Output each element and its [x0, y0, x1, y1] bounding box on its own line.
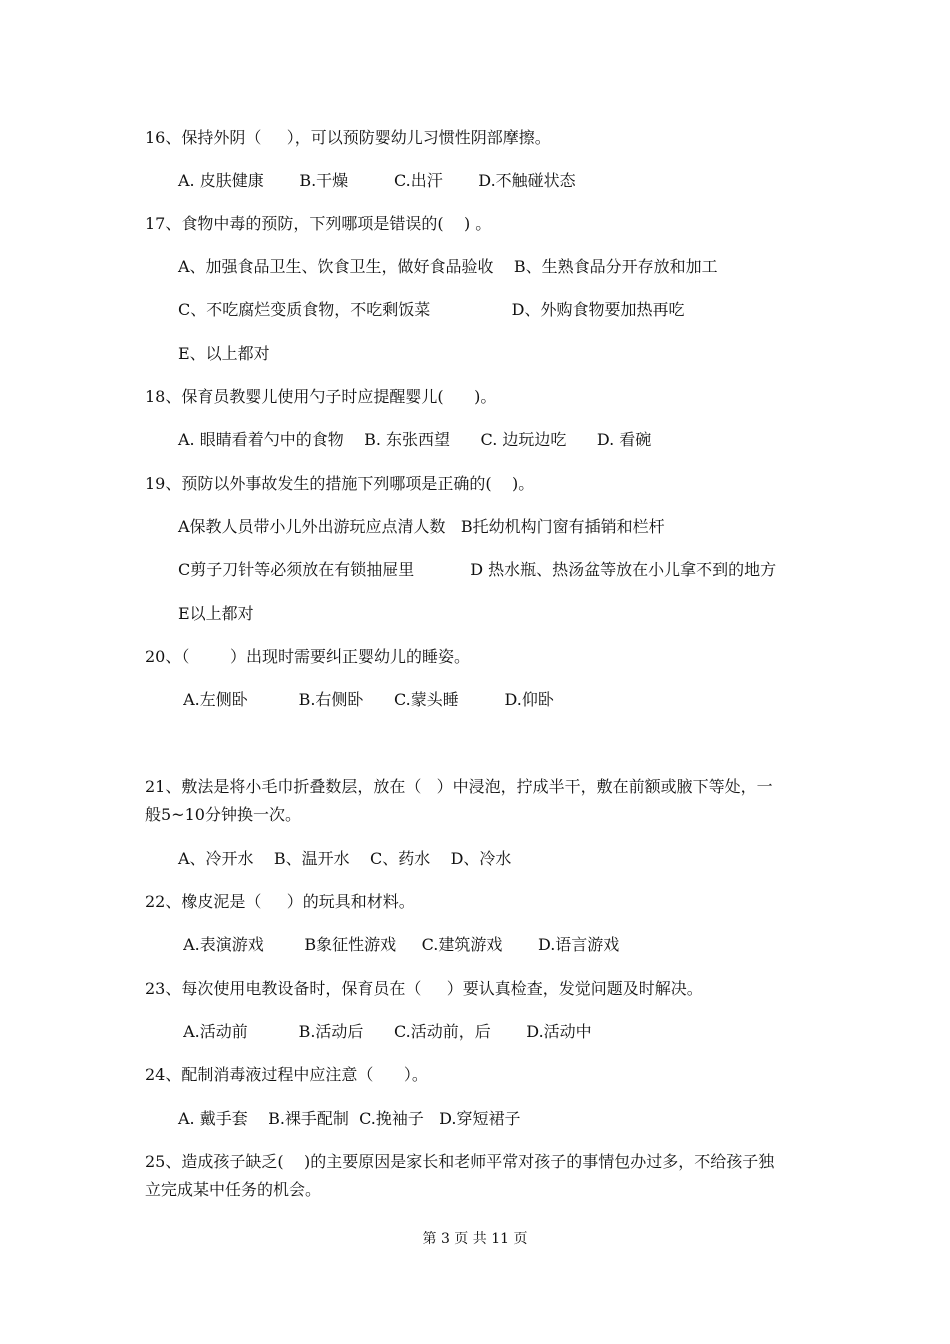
question-17-options-2: C、不吃腐烂变质食物，不吃剩饭菜 D、外购食物要加热再吃 [178, 300, 685, 319]
question-18-stem: 18、保育员教婴儿使用勺子时应提醒婴儿( )。 [145, 387, 497, 406]
question-17-options-3: E、以上都对 [178, 344, 270, 363]
question-22-stem: 22、橡皮泥是（ ）的玩具和材料。 [145, 892, 415, 911]
question-24-stem: 24、配制消毒液过程中应注意（ ）。 [145, 1065, 428, 1084]
question-25-stem-line2: 立完成某中任务的机会。 [145, 1180, 322, 1199]
page-footer: 第 3 页 共 11 页 [422, 1231, 528, 1247]
question-22-options: A.表演游戏 B象征性游戏 C.建筑游戏 D.语言游戏 [178, 935, 620, 954]
question-19-options-1: A保教人员带小儿外出游玩应点清人数 B托幼机构门窗有插销和栏杆 [178, 517, 665, 536]
question-21-stem-line1: 21、敷法是将小毛巾折叠数层，放在（ ）中浸泡，拧成半干，敷在前额或腋下等处，一 [145, 777, 773, 796]
question-17-stem: 17、食物中毒的预防，下列哪项是错误的( ) 。 [145, 214, 492, 233]
question-21-options: A、冷开水 B、温开水 C、药水 D、冷水 [178, 849, 512, 868]
question-23-options: A.活动前 B.活动后 C.活动前，后 D.活动中 [178, 1022, 592, 1041]
question-20-options: A.左侧卧 B.右侧卧 C.蒙头睡 D.仰卧 [178, 690, 554, 709]
question-24-options: A. 戴手套 B.裸手配制 C.挽袖子 D.穿短裙子 [178, 1109, 521, 1128]
question-17-options-1: A、加强食品卫生、饮食卫生，做好食品验收 B、生熟食品分开存放和加工 [178, 257, 718, 276]
question-19-stem: 19、预防以外事故发生的措施下列哪项是正确的( )。 [145, 474, 535, 493]
question-19-options-3: E以上都对 [178, 604, 254, 623]
question-20-stem: 20、（ ）出现时需要纠正婴幼儿的睡姿。 [145, 647, 471, 666]
question-18-options: A. 眼睛看着勺中的食物 B. 东张西望 C. 边玩边吃 D. 看碗 [178, 430, 652, 449]
question-16-options: A. 皮肤健康 B.干燥 C.出汗 D.不触碰状态 [178, 171, 576, 190]
question-16-stem: 16、保持外阴（ ），可以预防婴幼儿习惯性阴部摩擦。 [145, 128, 551, 147]
question-23-stem: 23、每次使用电教设备时，保育员在（ ）要认真检查，发觉问题及时解决。 [145, 979, 703, 998]
question-21-stem-line2: 般5~10分钟换一次。 [145, 805, 301, 824]
question-25-stem-line1: 25、造成孩子缺乏( )的主要原因是家长和老师平常对孩子的事情包办过多，不给孩子独 [145, 1152, 775, 1171]
question-19-options-2: C剪子刀针等必须放在有锁抽屉里 D 热水瓶、热汤盆等放在小儿拿不到的地方 [178, 560, 777, 579]
